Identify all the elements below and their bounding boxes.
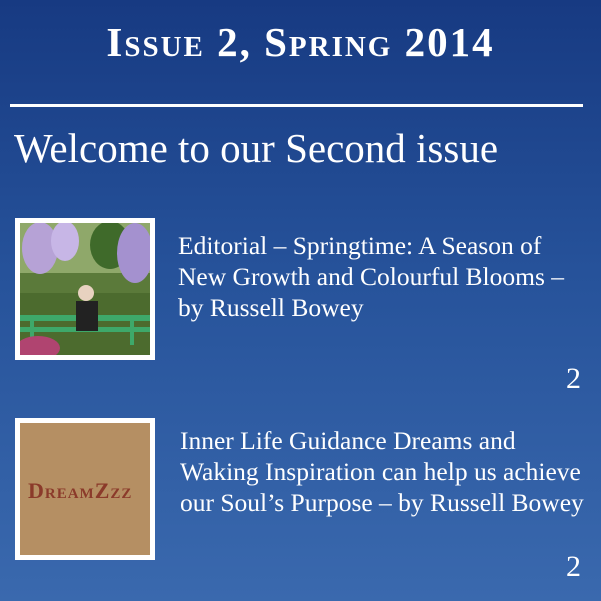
article-1-page-number: 2 — [566, 362, 581, 395]
dreamz-logo-text: DreamZzz — [28, 478, 133, 503]
issue-title: Issue 2, Spring 2014 — [106, 19, 495, 65]
article-2-title[interactable]: Inner Life Guidance Dreams and Waking Inspiration can help us achieve our Soul’s Purpose – by Russell Bowey — [180, 426, 584, 517]
article-2-page-number: 2 — [566, 550, 581, 583]
article-1-title[interactable]: Editorial – Springtime: A Season of New Growth and Colourful Blooms – by Russell Bowey — [178, 231, 565, 322]
dreamz-logo-thumbnail[interactable] — [15, 418, 155, 560]
garden-photo-thumbnail[interactable] — [15, 218, 155, 360]
welcome-heading: Welcome to our Second issue — [14, 125, 499, 171]
header-divider — [10, 104, 583, 107]
